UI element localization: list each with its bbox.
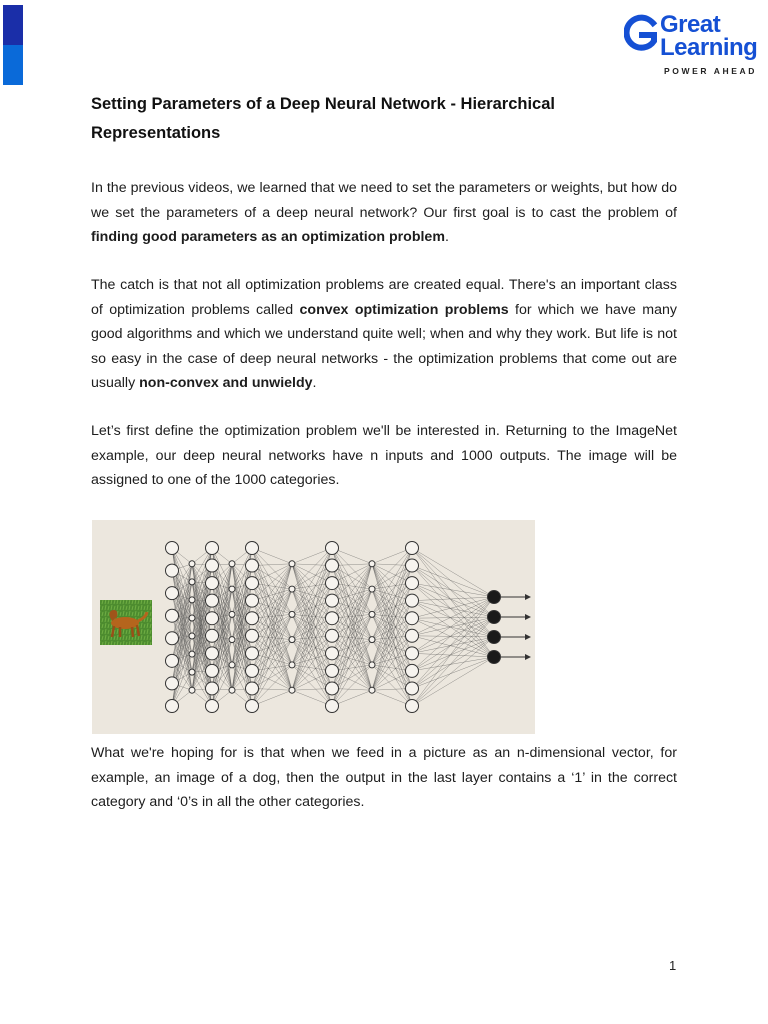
- network-edge: [412, 637, 494, 653]
- network-neuron: [229, 611, 235, 617]
- network-edge: [412, 548, 494, 657]
- paragraph-2-end: .: [312, 375, 317, 391]
- network-edge: [412, 583, 494, 597]
- network-neuron: [326, 700, 339, 713]
- network-neuron: [246, 700, 259, 713]
- network-neuron: [406, 629, 419, 642]
- network-edge: [412, 601, 494, 637]
- paragraph-2-bold-convex: convex optimization problems: [299, 301, 509, 318]
- network-neuron: [246, 594, 259, 607]
- network-neuron: [189, 579, 195, 585]
- network-edge: [412, 566, 494, 657]
- network-neuron: [206, 559, 219, 572]
- network-neuron: [246, 542, 259, 555]
- network-neuron: [406, 577, 419, 590]
- network-edge: [372, 583, 412, 640]
- network-neuron: [246, 647, 259, 660]
- network-neuron: [326, 664, 339, 677]
- network-edge: [412, 617, 494, 706]
- network-neuron: [189, 561, 195, 567]
- network-neuron: [246, 612, 259, 625]
- network-edge: [412, 637, 494, 706]
- network-neuron: [406, 700, 419, 713]
- network-edge: [252, 614, 292, 671]
- network-neuron: [326, 629, 339, 642]
- network-neuron: [326, 612, 339, 625]
- network-neuron: [206, 682, 219, 695]
- network-neuron: [206, 542, 219, 555]
- network-neuron: [289, 611, 295, 617]
- network-neuron: [206, 647, 219, 660]
- network-neuron: [369, 687, 375, 693]
- network-neuron: [246, 664, 259, 677]
- network-neuron: [246, 682, 259, 695]
- paragraph-3: Let’s first define the optimization problem we'll be interested in. Returning to the ImageNet example, our deep neural networks have n inputs and 1000 outputs. The image will be assigned to one of the 1000 categories.: [91, 423, 677, 488]
- network-neuron: [166, 609, 179, 622]
- output-neuron: [488, 631, 501, 644]
- network-neuron: [369, 561, 375, 567]
- neural-network-diagram: [92, 520, 535, 734]
- network-neuron: [189, 687, 195, 693]
- page-number: 1: [669, 958, 677, 973]
- output-neuron: [488, 651, 501, 664]
- network-edge: [412, 548, 494, 637]
- network-neuron: [189, 597, 195, 603]
- network-neuron: [229, 662, 235, 668]
- network-neuron: [369, 586, 375, 592]
- network-neuron: [406, 559, 419, 572]
- network-neuron: [189, 669, 195, 675]
- network-edge: [412, 583, 494, 657]
- network-neuron: [229, 637, 235, 643]
- page-accent-bar: [3, 5, 23, 85]
- network-neuron: [289, 586, 295, 592]
- network-neuron: [326, 559, 339, 572]
- paragraph-2: [91, 273, 677, 396]
- paragraph-1-bold: finding good parameters as an optimization problem: [91, 229, 445, 245]
- network-neuron: [406, 612, 419, 625]
- network-neuron: [206, 700, 219, 713]
- paragraph-2-bold-nonconvex: non-convex and unwieldy: [139, 375, 313, 391]
- page-title: Setting Parameters of a Deep Neural Network - Hierarchical Representations: [91, 95, 555, 142]
- brand-name-line2: Learning: [660, 34, 758, 61]
- network-neuron: [326, 682, 339, 695]
- network-neuron: [166, 587, 179, 600]
- brand-tagline: POWER AHEAD: [664, 66, 757, 76]
- network-neuron: [246, 559, 259, 572]
- network-neuron: [166, 632, 179, 645]
- paragraph-2-text: The catch is that not all optimization problems are created equal. There's an important class of optimization problems called: [91, 277, 677, 318]
- brand-name-line1: Great: [660, 11, 721, 38]
- network-edge: [412, 657, 494, 671]
- network-neuron: [406, 542, 419, 555]
- paragraph-4: What we're hoping for is that when we feed in a picture as an n-dimensional vector, for example, an image of a dog, then the output in the last layer contains a ‘1’ in the correct category and ‘0’s in all the other categories.: [91, 745, 677, 810]
- network-edge: [292, 583, 332, 640]
- network-neuron: [406, 647, 419, 660]
- network-neuron: [326, 594, 339, 607]
- network-neuron: [289, 687, 295, 693]
- network-neuron: [326, 577, 339, 590]
- network-neuron: [229, 561, 235, 567]
- network-neuron: [189, 633, 195, 639]
- network-neuron: [206, 612, 219, 625]
- network-neuron: [206, 577, 219, 590]
- network-neuron: [166, 700, 179, 713]
- network-neuron: [189, 651, 195, 657]
- output-arrows: [501, 597, 530, 657]
- network-edge: [252, 583, 292, 640]
- paragraph-1-text: In the previous videos, we learned that we need to set the parameters or weights, but how do we set the parameters of a deep neural network? Our first goal is to cast the problem of: [91, 180, 677, 221]
- neural-network-figure: [92, 520, 535, 734]
- network-neuron: [189, 615, 195, 621]
- network-neuron: [166, 677, 179, 690]
- network-edge: [412, 617, 494, 653]
- accent-light-block: [3, 45, 23, 85]
- network-neuron: [246, 629, 259, 642]
- network-neuron: [166, 654, 179, 667]
- network-edge: [412, 548, 494, 617]
- network-neuron: [289, 637, 295, 643]
- network-edge: [412, 636, 494, 637]
- output-neuron: [488, 591, 501, 604]
- output-neuron: [488, 611, 501, 624]
- network-neuron: [406, 664, 419, 677]
- network-neuron: [229, 687, 235, 693]
- network-edge: [372, 614, 412, 671]
- network-edge: [412, 548, 494, 597]
- network-neuron: [326, 542, 339, 555]
- brand-logo: [624, 12, 764, 78]
- network-neuron: [326, 647, 339, 660]
- network-neuron: [206, 629, 219, 642]
- network-edge: [332, 614, 372, 671]
- network-neuron: [166, 542, 179, 555]
- network-neuron: [289, 662, 295, 668]
- network-neuron: [369, 662, 375, 668]
- dog-photo: [100, 600, 152, 645]
- network-edge: [412, 657, 494, 706]
- network-neuron: [289, 561, 295, 567]
- network-neuron: [206, 664, 219, 677]
- network-edge: [332, 583, 372, 640]
- network-neuron: [229, 586, 235, 592]
- network-neuron: [246, 577, 259, 590]
- network-edge: [412, 597, 494, 688]
- network-edge: [412, 601, 494, 617]
- network-edge: [292, 614, 332, 671]
- network-neuron: [166, 564, 179, 577]
- network-edge: [412, 617, 494, 618]
- paragraph-1-end: .: [444, 229, 449, 245]
- network-neuron: [406, 594, 419, 607]
- network-neuron: [369, 637, 375, 643]
- g-logo-icon: [624, 14, 658, 56]
- accent-dark-block: [3, 5, 23, 45]
- network-neuron: [406, 682, 419, 695]
- network-edge: [412, 597, 494, 706]
- paragraph-1: [91, 176, 677, 250]
- network-neuron: [369, 611, 375, 617]
- network-neuron: [206, 594, 219, 607]
- paragraph-2-text-mid: for which we have many good algorithms and which we understand quite well; when and why they work. But life is not so easy in the case of deep neural networks - the optimization problems that come out are usually: [91, 301, 677, 391]
- network-edge: [412, 597, 494, 671]
